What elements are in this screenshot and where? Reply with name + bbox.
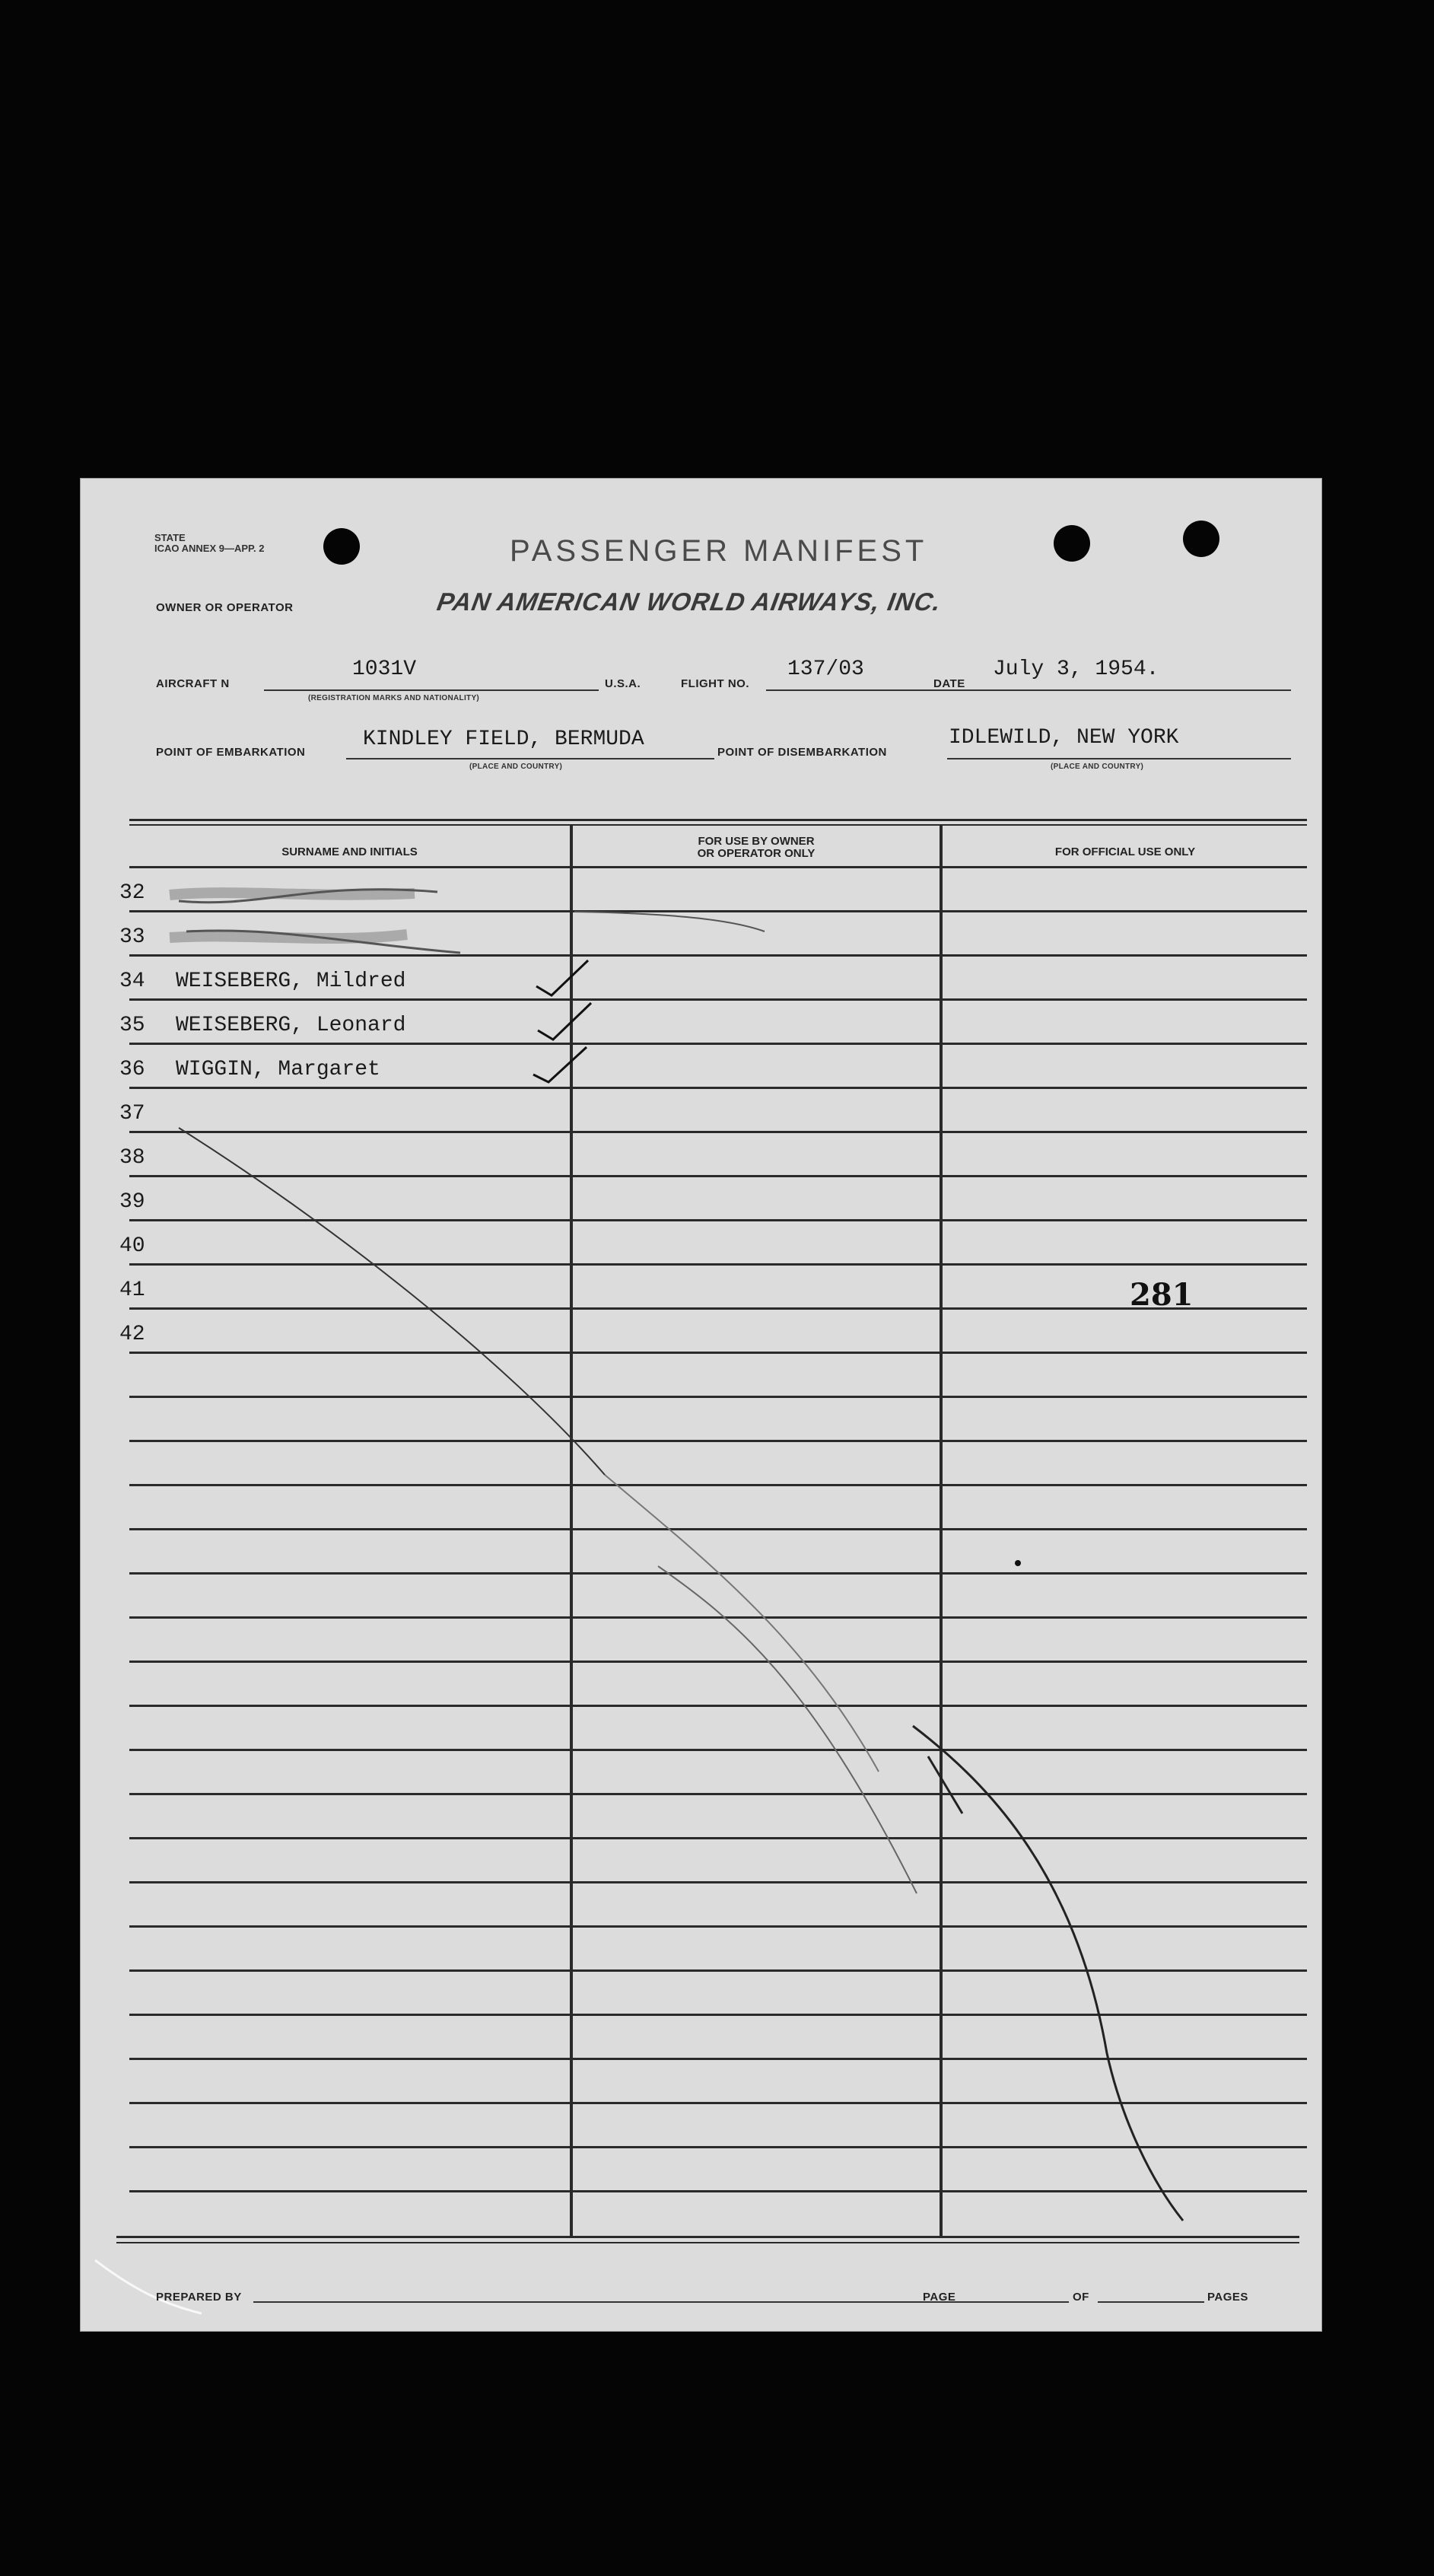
row-number: 32 [119,881,145,905]
disembarkation-caption: (PLACE AND COUNTRY) [1051,763,1144,771]
row-number: 36 [119,1058,145,1081]
company-name: PAN AMERICAN WORLD AIRWAYS, INC. [434,587,944,616]
manifest-sheet [80,478,1322,2332]
prepared-by-underline [253,2301,999,2303]
row-number: 39 [119,1190,145,1214]
pages-label: PAGES [1207,2291,1248,2304]
row-number: 38 [119,1146,145,1170]
embarkation-label: POINT OF EMBARKATION [156,746,306,759]
column-header-official-use: FOR OFFICIAL USE ONLY [1054,845,1196,858]
column-header-surname: SURNAME AND INITIALS [281,845,418,858]
usa-label: U.S.A. [605,677,641,690]
strike-line [658,1566,917,1893]
embarkation-value: KINDLEY FIELD, BERMUDA [363,728,644,751]
official-stamp-number: 281 [1130,1277,1194,1313]
passenger-name: WIGGIN, Margaret [176,1058,380,1081]
page-underline [962,2301,1069,2303]
check-mark-icon [533,1047,587,1082]
aircraft-label: AIRCRAFT N [156,677,230,690]
form-authority-line: STATE [154,532,186,543]
registration-caption: (REGISTRATION MARKS AND NATIONALITY) [308,694,480,702]
handwritten-marks [80,478,1322,2332]
date-label: DATE [933,677,965,690]
of-underline [1098,2301,1204,2303]
embarkation-caption: (PLACE AND COUNTRY) [469,763,563,771]
row-number: 37 [119,1102,145,1126]
ink-dot [1015,1560,1021,1566]
row-number: 40 [119,1234,145,1258]
disembarkation-label: POINT OF DISEMBARKATION [717,746,887,759]
flight-value: 137/03 [787,658,864,681]
owner-operator-label: OWNER OR OPERATOR [156,601,294,614]
strike-line [928,1756,962,1813]
strike-line [605,1475,879,1772]
passenger-name: WEISEBERG, Mildred [176,970,406,993]
check-mark-icon [538,1003,591,1040]
form-authority-line: ICAO ANNEX 9—APP. 2 [154,543,265,554]
row-number: 41 [119,1278,145,1302]
page-label: PAGE [923,2291,956,2304]
torn-corner-crease [95,2260,202,2313]
of-label: OF [1073,2291,1089,2304]
date-value: July 3, 1954. [993,658,1159,681]
prepared-by-label: PREPARED BY [156,2291,242,2304]
pencil-line [574,912,765,931]
passenger-name: WEISEBERG, Leonard [176,1014,406,1037]
column-header-owner-use: FOR USE BY OWNER OR OPERATOR ONLY [697,835,816,860]
strike-line [179,1128,605,1475]
row-number: 33 [119,925,145,949]
check-mark-icon [536,960,588,995]
row-number: 34 [119,970,145,993]
row-number: 35 [119,1014,145,1037]
page-title: PASSENGER MANIFEST [510,534,928,568]
aircraft-value: 1031V [352,658,417,681]
row-number: 42 [119,1323,145,1346]
flight-label: FLIGHT NO. [681,677,749,690]
disembarkation-value: IDLEWILD, NEW YORK [949,726,1179,750]
